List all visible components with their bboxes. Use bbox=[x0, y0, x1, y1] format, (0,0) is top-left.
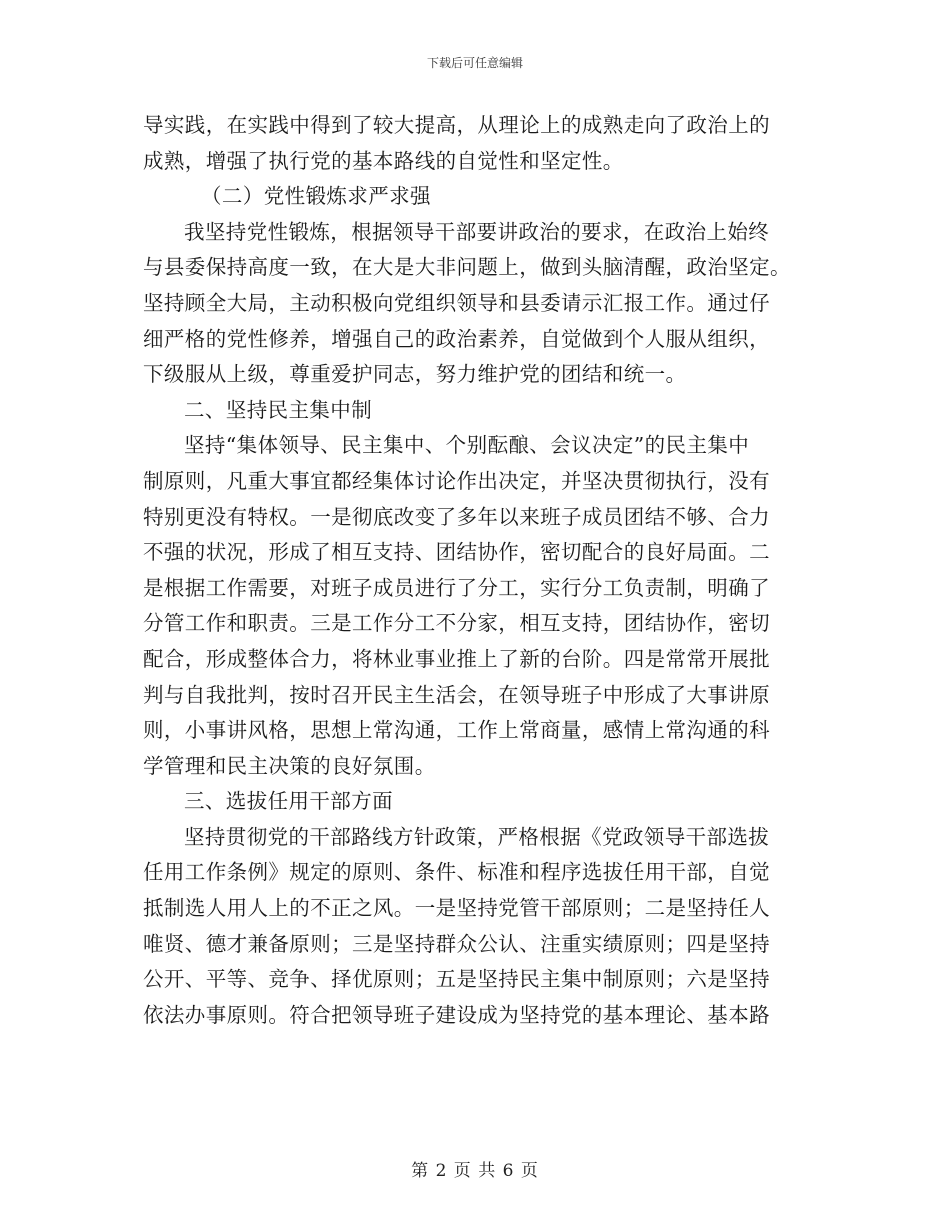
paragraph-line: 不强的状况，形成了相互支持、团结协作，密切配合的良好局面。二 bbox=[143, 540, 770, 565]
paragraph-line: 依法办事原则。符合把领导班子建设成为坚持党的基本理论、基本路 bbox=[143, 1002, 770, 1027]
paragraph-line: 唯贤、德才兼备原则；三是坚持群众公认、注重实绩原则；四是坚持 bbox=[143, 931, 770, 956]
paragraph-line: 学管理和民主决策的良好氛围。 bbox=[143, 753, 436, 778]
header-note: 下载后可任意编辑 bbox=[426, 56, 523, 70]
document-body bbox=[143, 108, 807, 1033]
section-heading: 三、选拔任用干部方面 bbox=[184, 789, 393, 814]
paragraph-line: 制原则，凡重大事宜都经集体讨论作出决定，并坚决贯彻执行，没有 bbox=[143, 468, 770, 493]
paragraph-line: 坚持“集体领导、民主集中、个别酝酿、会议决定”的民主集中 bbox=[184, 433, 750, 458]
paragraph-line: 配合，形成整体合力，将林业事业推上了新的台阶。四是常常开展批 bbox=[143, 646, 770, 671]
paragraph-line: 抵制选人用人上的不正之风。一是坚持党管干部原则；二是坚持任人 bbox=[143, 896, 770, 921]
paragraph-line: 下级服从上级，尊重爱护同志，努力维护党的团结和统一。 bbox=[143, 362, 687, 387]
paragraph-line: 则，小事讲风格，思想上常沟通，工作上常商量，感情上常沟通的科 bbox=[143, 718, 770, 743]
paragraph-line: 特别更没有特权。一是彻底改变了多年以来班子成员团结不够、合力 bbox=[143, 504, 770, 529]
paragraph-line: 细严格的党性修养，增强自己的政治素养，自觉做到个人服从组织， bbox=[143, 326, 770, 351]
section-heading: 二、坚持民主集中制 bbox=[184, 397, 373, 422]
paragraph-line: 公开、平等、竞争、择优原则；五是坚持民主集中制原则；六是坚持 bbox=[143, 967, 770, 992]
paragraph-line: 是根据工作需要，对班子成员进行了分工，实行分工负责制，明确了 bbox=[143, 575, 770, 600]
paragraph-line: 成熟，增强了执行党的基本路线的自觉性和坚定性。 bbox=[143, 148, 624, 173]
paragraph-line: 判与自我批判，按时召开民主生活会，在领导班子中形成了大事讲原 bbox=[143, 682, 770, 707]
page-number: 第 2 页 共 6 页 bbox=[411, 1161, 539, 1181]
paragraph-line: 导实践，在实践中得到了较大提高，从理论上的成熟走向了政治上的 bbox=[143, 113, 770, 137]
paragraph-line: 分管工作和职责。三是工作分工不分家，相互支持，团结协作，密切 bbox=[143, 611, 770, 636]
paragraph-line: 坚持贯彻党的干部路线方针政策，严格根据《党政领导干部选拔 bbox=[184, 824, 770, 849]
paragraph-line: 任用工作条例》规定的原则、条件、标准和程序选拔任用干部，自觉 bbox=[143, 860, 770, 885]
paragraph-line: 我坚持党性锻炼，根据领导干部要讲政治的要求，在政治上始终 bbox=[184, 219, 770, 244]
section-heading: （二）党性锻炼求严求强 bbox=[201, 184, 431, 209]
paragraph-line: 坚持顾全大局，主动积极向党组织领导和县委请示汇报工作。通过仔 bbox=[143, 290, 770, 315]
paragraph-line: 与县委保持高度一致，在大是大非问题上，做到头脑清醒，政治坚定。 bbox=[143, 255, 791, 280]
